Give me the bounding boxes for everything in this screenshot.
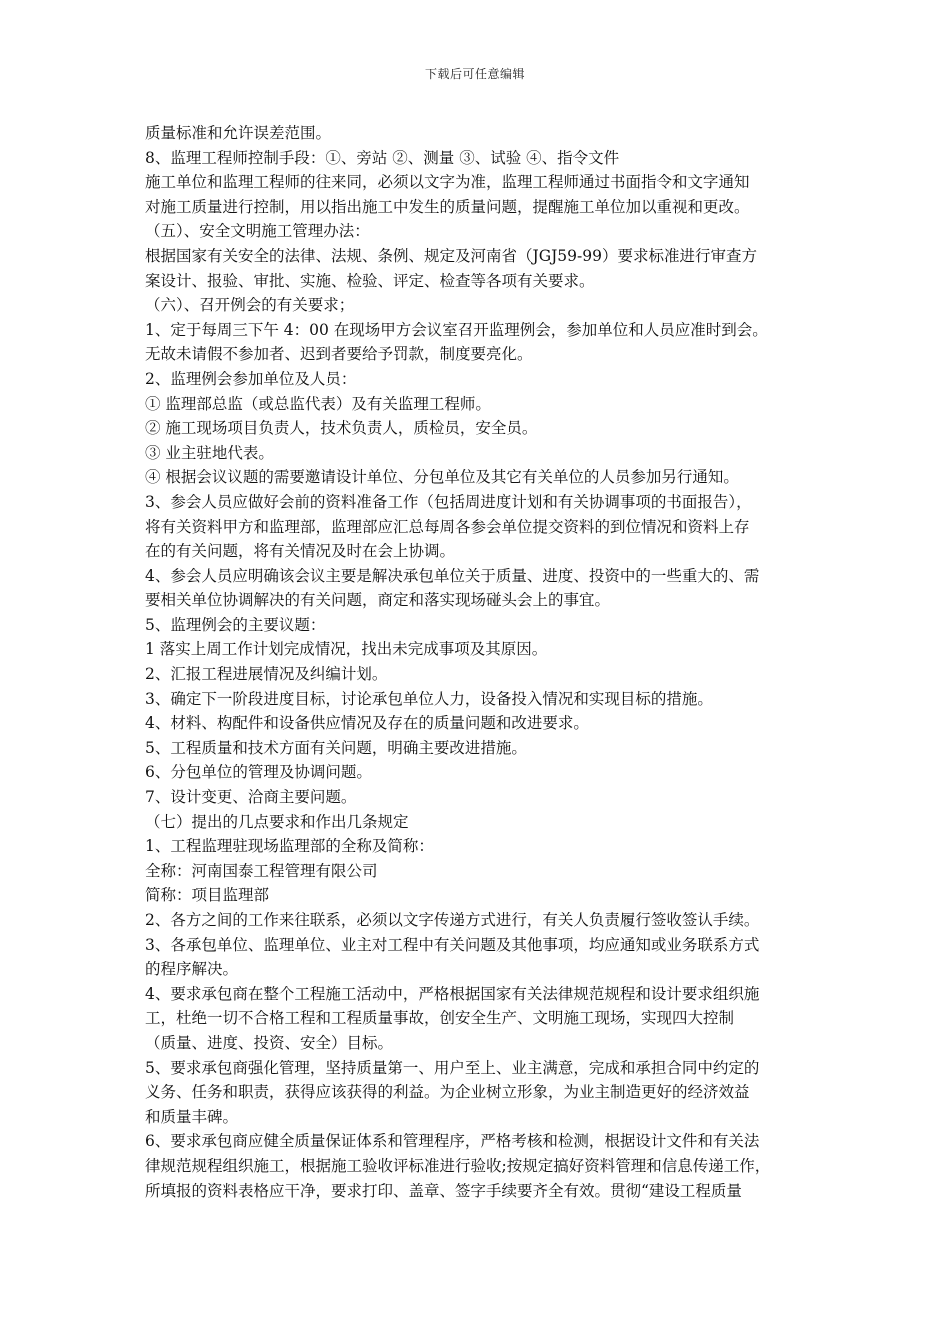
text-line: 3、确定下一阶段进度目标，讨论承包单位人力，设备投入情况和实现目标的措施。	[145, 689, 713, 708]
text-line: 4、材料、构配件和设备供应情况及存在的质量问题和改进要求。	[145, 714, 589, 733]
text-line: 2、汇报工程进展情况及纠编计划。	[145, 665, 388, 684]
text-line: 案设计、报验、审批、实施、检验、评定、检查等各项有关要求。	[145, 271, 595, 290]
document-body	[145, 121, 815, 1203]
text-line: ② 施工现场项目负责人，技术负责人，质检员，安全员。	[145, 419, 538, 438]
text-line: 工，杜绝一切不合格工程和工程质量事故，创安全生产、文明施工现场，实现四大控制	[145, 1009, 735, 1028]
text-line: 质量标准和允许误差范围。	[145, 124, 332, 142]
text-line: 施工单位和监理工程师的往来同，必须以文字为准，监理工程师通过书面指令和文字通知	[145, 173, 750, 192]
text-line: 5、要求承包商强化管理，坚持质量第一、用户至上、业主满意，完成和承担合同中约定的	[145, 1058, 760, 1077]
text-line: 简称：项目监理部	[145, 886, 270, 905]
text-line: 全称：河南国泰工程管理有限公司	[145, 861, 378, 880]
text-line: 的程序解决。	[145, 960, 239, 979]
text-line: 7、设计变更、洽商主要问题。	[145, 788, 357, 807]
text-line: （七）提出的几点要求和作出几条规定	[145, 812, 409, 831]
text-line: 4、要求承包商在整个工程施工活动中，严格根据国家有关法律规范规程和设计要求组织施	[145, 984, 760, 1003]
text-line: 无故未请假不参加者、迟到者要给予罚款，制度要亮化。	[145, 345, 533, 364]
text-line: 3、参会人员应做好会前的资料准备工作（包括周进度计划和有关协调事项的书面报告），	[145, 492, 752, 511]
text-line: 2、各方之间的工作来往联系，必须以文字传递方式进行，有关人负责履行签收签认手续。	[145, 911, 760, 929]
text-line: 1、定于每周三下午 4：00 在现场甲方会议室召开监理例会，参加单位和人员应准时到会。	[145, 320, 768, 339]
text-line: 1、工程监理驻现场监理部的全称及简称：	[145, 837, 434, 856]
text-line: （六）、召开例会的有关要求；	[145, 296, 355, 315]
text-line: 要相关单位协调解决的有关问题，商定和落实现场碰头会上的事宜。	[145, 591, 611, 610]
text-line: 5、工程质量和技术方面有关问题，明确主要改进措施。	[145, 738, 527, 757]
text-line: 2、监理例会参加单位及人员：	[145, 369, 357, 388]
text-line: ④ 根据会议议题的需要邀请设计单位、分包单位及其它有关单位的人员参加另行通知。	[145, 468, 739, 487]
text-line: 4、参会人员应明确该会议主要是解决承包单位关于质量、进度、投资中的一些重大的、需	[145, 566, 760, 585]
text-line: 3、各承包单位、监理单位、业主对工程中有关问题及其他事项，均应通知或业务联系方式	[145, 935, 760, 954]
text-line: （质量、进度、投资、安全）目标。	[145, 1033, 394, 1052]
text-line: 和质量丰碑。	[145, 1107, 239, 1126]
text-line: 律规范规程组织施工，根据施工验收评标准进行验收;按规定搞好资料管理和信息传递工作，	[145, 1156, 771, 1175]
text-line: 根据国家有关安全的法律、法规、条例、规定及河南省（JGJ59-99）要求标准进行审查方	[145, 246, 757, 265]
text-line: 将有关资料甲方和监理部，监理部应汇总每周各参会单位提交资料的到位情况和资料上存	[145, 517, 750, 536]
text-line: （五）、安全文明施工管理办法：	[145, 222, 370, 241]
text-line: ③ 业主驻地代表。	[145, 443, 274, 462]
text-line: 6、要求承包商应健全质量保证体系和管理程序，严格考核和检测，根据设计文件和有关法	[145, 1132, 760, 1151]
text-line: ① 监理部总监（或总监代表）及有关监理工程师。	[145, 394, 491, 413]
text-line: 义务、任务和职责，获得应该获得的利益。为企业树立形象，为业主制造更好的经济效益	[145, 1083, 750, 1102]
text-line: 对施工质量进行控制，用以指出施工中发生的质量问题，提醒施工单位加以重视和更改。	[145, 197, 750, 216]
text-line: 所填报的资料表格应干净，要求打印、盖章、签字手续要齐全有效。贯彻“建设工程质量	[145, 1181, 742, 1200]
text-line: 5、监理例会的主要议题：	[145, 615, 326, 634]
text-line: 在的有关问题，将有关情况及时在会上协调。	[145, 542, 456, 561]
text-line: 6、分包单位的管理及协调问题。	[145, 763, 372, 782]
page-header: 下载后可任意编辑	[424, 67, 525, 81]
text-line: 8、监理工程师控制手段：①、旁站 ②、测量 ③、试验 ④、指令文件	[145, 148, 620, 167]
text-line: 1 落实上周工作计划完成情况，找出未完成事项及其原因。	[145, 640, 548, 659]
